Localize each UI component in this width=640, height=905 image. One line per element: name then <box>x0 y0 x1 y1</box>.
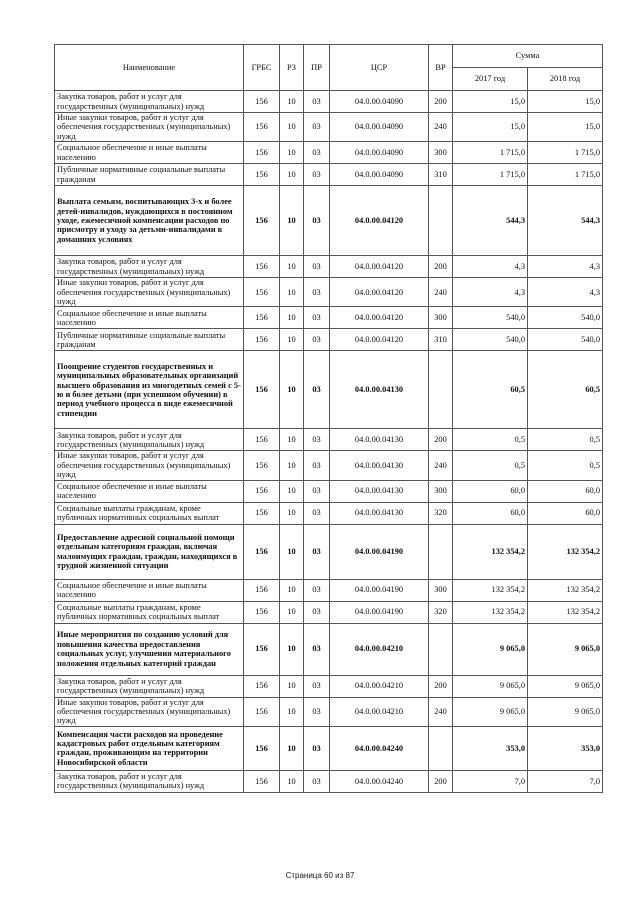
table-body <box>55 91 603 793</box>
cell-vr <box>429 726 453 770</box>
cell-rz: 10 <box>280 579 304 601</box>
cell-grbs: 156 <box>244 623 280 675</box>
cell-name: Закупка товаров, работ и услуг для государственных (муниципальных) нужд <box>55 429 244 451</box>
cell-grbs: 156 <box>244 429 280 451</box>
cell-sum-2017: 60,0 <box>453 480 528 502</box>
table-row <box>55 675 603 697</box>
cell-sum-2017: 0,5 <box>453 451 528 480</box>
cell-rz: 10 <box>280 770 304 792</box>
cell-rz: 10 <box>280 451 304 480</box>
table-row <box>55 113 603 142</box>
cell-vr: 300 <box>429 480 453 502</box>
cell-csr: 04.0.00.04090 <box>330 113 429 142</box>
cell-rz: 10 <box>280 186 304 256</box>
cell-sum-2017: 353,0 <box>453 726 528 770</box>
cell-sum-2018: 540,0 <box>528 307 603 329</box>
cell-csr: 04.0.00.04190 <box>330 524 429 579</box>
cell-csr: 04.0.00.04130 <box>330 351 429 429</box>
table-row <box>55 480 603 502</box>
cell-pr: 03 <box>304 278 330 307</box>
cell-grbs: 156 <box>244 480 280 502</box>
table-row <box>55 329 603 351</box>
cell-pr: 03 <box>304 113 330 142</box>
cell-sum-2017: 1 715,0 <box>453 142 528 164</box>
header-rz: РЗ <box>280 45 304 91</box>
cell-pr: 03 <box>304 351 330 429</box>
cell-vr: 200 <box>429 256 453 278</box>
cell-sum-2017: 15,0 <box>453 91 528 113</box>
cell-csr: 04.0.00.04130 <box>330 480 429 502</box>
cell-name: Закупка товаров, работ и услуг для государственных (муниципальных) нужд <box>55 256 244 278</box>
cell-vr: 200 <box>429 91 453 113</box>
cell-rz: 10 <box>280 601 304 623</box>
cell-sum-2018: 9 065,0 <box>528 623 603 675</box>
cell-grbs: 156 <box>244 697 280 726</box>
table-row-section <box>55 351 603 429</box>
cell-name: Закупка товаров, работ и услуг для государственных (муниципальных) нужд <box>55 91 244 113</box>
table-row <box>55 307 603 329</box>
cell-name: Предоставление адресной социальной помощи отдельным категориям граждан, включая малоимущих граждан, граждан, находящихся в трудной жизненной ситуации <box>55 524 244 579</box>
cell-pr: 03 <box>304 451 330 480</box>
cell-rz: 10 <box>280 675 304 697</box>
table-row-section <box>55 726 603 770</box>
cell-vr: 240 <box>429 278 453 307</box>
cell-pr: 03 <box>304 601 330 623</box>
cell-rz: 10 <box>280 307 304 329</box>
cell-vr: 320 <box>429 502 453 524</box>
cell-csr: 04.0.00.04120 <box>330 186 429 256</box>
cell-rz: 10 <box>280 142 304 164</box>
cell-name: Социальные выплаты гражданам, кроме публичных нормативных социальных выплат <box>55 502 244 524</box>
cell-pr: 03 <box>304 726 330 770</box>
cell-sum-2017: 9 065,0 <box>453 675 528 697</box>
cell-name: Иные закупки товаров, работ и услуг для обеспечения государственных (муниципальных) нужд <box>55 113 244 142</box>
cell-rz: 10 <box>280 524 304 579</box>
cell-grbs: 156 <box>244 329 280 351</box>
header-grbs: ГРБС <box>244 45 280 91</box>
cell-vr <box>429 623 453 675</box>
cell-vr <box>429 524 453 579</box>
cell-rz: 10 <box>280 726 304 770</box>
cell-vr: 300 <box>429 142 453 164</box>
cell-pr: 03 <box>304 307 330 329</box>
table-row <box>55 502 603 524</box>
budget-table <box>54 44 603 793</box>
cell-csr: 04.0.00.04120 <box>330 278 429 307</box>
cell-grbs: 156 <box>244 278 280 307</box>
cell-sum-2017: 9 065,0 <box>453 623 528 675</box>
cell-rz: 10 <box>280 351 304 429</box>
cell-pr: 03 <box>304 186 330 256</box>
cell-vr <box>429 351 453 429</box>
cell-csr: 04.0.00.04210 <box>330 675 429 697</box>
cell-pr: 03 <box>304 579 330 601</box>
cell-rz: 10 <box>280 502 304 524</box>
cell-sum-2018: 9 065,0 <box>528 697 603 726</box>
cell-rz: 10 <box>280 278 304 307</box>
cell-sum-2018: 1 715,0 <box>528 164 603 186</box>
cell-grbs: 156 <box>244 164 280 186</box>
cell-pr: 03 <box>304 770 330 792</box>
cell-sum-2018: 60,0 <box>528 480 603 502</box>
cell-name: Публичные нормативные социальные выплаты гражданам <box>55 164 244 186</box>
cell-sum-2017: 9 065,0 <box>453 697 528 726</box>
header-vr: ВР <box>429 45 453 91</box>
cell-pr: 03 <box>304 91 330 113</box>
cell-sum-2017: 132 354,2 <box>453 601 528 623</box>
cell-sum-2017: 7,0 <box>453 770 528 792</box>
cell-csr: 04.0.00.04210 <box>330 623 429 675</box>
table-row-section <box>55 623 603 675</box>
cell-sum-2017: 132 354,2 <box>453 524 528 579</box>
cell-vr: 200 <box>429 429 453 451</box>
cell-sum-2018: 540,0 <box>528 329 603 351</box>
cell-grbs: 156 <box>244 601 280 623</box>
cell-sum-2018: 132 354,2 <box>528 579 603 601</box>
cell-name: Компенсация части расходов на проведение кадастровых работ отдельным категориям граждан, проживающим на территории Новосибирской области <box>55 726 244 770</box>
cell-sum-2017: 1 715,0 <box>453 164 528 186</box>
cell-rz: 10 <box>280 113 304 142</box>
cell-sum-2018: 4,3 <box>528 256 603 278</box>
cell-vr: 200 <box>429 770 453 792</box>
cell-vr <box>429 186 453 256</box>
cell-pr: 03 <box>304 623 330 675</box>
cell-vr: 320 <box>429 601 453 623</box>
cell-name: Иные закупки товаров, работ и услуг для обеспечения государственных (муниципальных) нужд <box>55 278 244 307</box>
table-row <box>55 697 603 726</box>
cell-pr: 03 <box>304 164 330 186</box>
table-header <box>55 45 603 91</box>
cell-rz: 10 <box>280 697 304 726</box>
cell-csr: 04.0.00.04120 <box>330 307 429 329</box>
cell-sum-2017: 544,3 <box>453 186 528 256</box>
cell-rz: 10 <box>280 429 304 451</box>
cell-name: Иные закупки товаров, работ и услуг для обеспечения государственных (муниципальных) нужд <box>55 451 244 480</box>
cell-name: Социальное обеспечение и иные выплаты населению <box>55 480 244 502</box>
cell-grbs: 156 <box>244 113 280 142</box>
cell-grbs: 156 <box>244 502 280 524</box>
cell-sum-2017: 4,3 <box>453 256 528 278</box>
table-row <box>55 770 603 792</box>
cell-grbs: 156 <box>244 351 280 429</box>
table-row <box>55 429 603 451</box>
cell-csr: 04.0.00.04130 <box>330 502 429 524</box>
cell-sum-2018: 4,3 <box>528 278 603 307</box>
header-sum: Сумма <box>453 45 603 68</box>
cell-sum-2017: 60,0 <box>453 502 528 524</box>
cell-vr: 200 <box>429 675 453 697</box>
cell-sum-2018: 15,0 <box>528 91 603 113</box>
table-row <box>55 142 603 164</box>
table-row <box>55 91 603 113</box>
cell-grbs: 156 <box>244 675 280 697</box>
cell-rz: 10 <box>280 91 304 113</box>
cell-sum-2018: 132 354,2 <box>528 601 603 623</box>
cell-sum-2018: 9 065,0 <box>528 675 603 697</box>
cell-name: Закупка товаров, работ и услуг для государственных (муниципальных) нужд <box>55 770 244 792</box>
cell-sum-2018: 132 354,2 <box>528 524 603 579</box>
cell-name: Публичные нормативные социальные выплаты гражданам <box>55 329 244 351</box>
cell-grbs: 156 <box>244 579 280 601</box>
table-row <box>55 164 603 186</box>
cell-name: Социальное обеспечение и иные выплаты населению <box>55 142 244 164</box>
cell-vr: 300 <box>429 579 453 601</box>
header-pr: ПР <box>304 45 330 91</box>
cell-vr: 240 <box>429 451 453 480</box>
cell-grbs: 156 <box>244 91 280 113</box>
cell-csr: 04.0.00.04090 <box>330 142 429 164</box>
cell-csr: 04.0.00.04190 <box>330 579 429 601</box>
budget-sheet <box>54 44 602 793</box>
cell-csr: 04.0.00.04240 <box>330 726 429 770</box>
cell-csr: 04.0.00.04120 <box>330 256 429 278</box>
cell-grbs: 156 <box>244 142 280 164</box>
cell-sum-2017: 540,0 <box>453 329 528 351</box>
cell-pr: 03 <box>304 480 330 502</box>
cell-grbs: 156 <box>244 307 280 329</box>
cell-csr: 04.0.00.04090 <box>330 164 429 186</box>
cell-grbs: 156 <box>244 726 280 770</box>
cell-sum-2018: 0,5 <box>528 429 603 451</box>
cell-csr: 04.0.00.04190 <box>330 601 429 623</box>
cell-pr: 03 <box>304 697 330 726</box>
cell-name: Иные закупки товаров, работ и услуг для обеспечения государственных (муниципальных) нужд <box>55 697 244 726</box>
cell-vr: 240 <box>429 113 453 142</box>
cell-grbs: 156 <box>244 186 280 256</box>
cell-pr: 03 <box>304 502 330 524</box>
table-row <box>55 451 603 480</box>
table-row <box>55 278 603 307</box>
table-row <box>55 256 603 278</box>
cell-grbs: 156 <box>244 524 280 579</box>
cell-vr: 300 <box>429 307 453 329</box>
cell-csr: 04.0.00.04090 <box>330 91 429 113</box>
cell-sum-2017: 60,5 <box>453 351 528 429</box>
cell-rz: 10 <box>280 623 304 675</box>
cell-sum-2017: 540,0 <box>453 307 528 329</box>
cell-name: Выплата семьям, воспитывающих 3-х и более детей-инвалидов, нуждающихся в постоянном уходе, ежемесячной компенсации расходов по присмотру и уходу за детьми-инвалидами в домашних условиях <box>55 186 244 256</box>
header-name: Наименование <box>55 45 244 91</box>
cell-name: Закупка товаров, работ и услуг для государственных (муниципальных) нужд <box>55 675 244 697</box>
cell-name: Социальное обеспечение и иные выплаты населению <box>55 307 244 329</box>
cell-sum-2017: 0,5 <box>453 429 528 451</box>
cell-sum-2017: 15,0 <box>453 113 528 142</box>
cell-sum-2017: 132 354,2 <box>453 579 528 601</box>
table-row-section <box>55 186 603 256</box>
cell-sum-2018: 0,5 <box>528 451 603 480</box>
cell-vr: 310 <box>429 329 453 351</box>
cell-name: Социальное обеспечение и иные выплаты населению <box>55 579 244 601</box>
cell-pr: 03 <box>304 524 330 579</box>
cell-sum-2018: 544,3 <box>528 186 603 256</box>
cell-csr: 04.0.00.04240 <box>330 770 429 792</box>
cell-grbs: 156 <box>244 256 280 278</box>
header-csr: ЦСР <box>330 45 429 91</box>
cell-pr: 03 <box>304 329 330 351</box>
cell-name: Социальные выплаты гражданам, кроме публичных нормативных социальных выплат <box>55 601 244 623</box>
cell-rz: 10 <box>280 480 304 502</box>
cell-sum-2018: 1 715,0 <box>528 142 603 164</box>
header-year-2017: 2017 год <box>453 68 528 91</box>
cell-sum-2018: 353,0 <box>528 726 603 770</box>
cell-grbs: 156 <box>244 451 280 480</box>
cell-csr: 04.0.00.04120 <box>330 329 429 351</box>
cell-pr: 03 <box>304 142 330 164</box>
cell-pr: 03 <box>304 675 330 697</box>
cell-sum-2017: 4,3 <box>453 278 528 307</box>
table-row-section <box>55 524 603 579</box>
cell-csr: 04.0.00.04130 <box>330 451 429 480</box>
page-number: Страница 60 из 87 <box>285 871 355 880</box>
cell-sum-2018: 15,0 <box>528 113 603 142</box>
cell-sum-2018: 7,0 <box>528 770 603 792</box>
cell-rz: 10 <box>280 256 304 278</box>
cell-rz: 10 <box>280 164 304 186</box>
cell-grbs: 156 <box>244 770 280 792</box>
header-year-2018: 2018 год <box>528 68 603 91</box>
cell-sum-2018: 60,0 <box>528 502 603 524</box>
cell-vr: 240 <box>429 697 453 726</box>
cell-name: Иные мероприятия по созданию условий для повышения качества предоставления социальных услуг, улучшения материального положения отдельных категорий граждан <box>55 623 244 675</box>
cell-vr: 310 <box>429 164 453 186</box>
cell-csr: 04.0.00.04130 <box>330 429 429 451</box>
cell-name: Поощрение студентов государственных и муниципальных образовательных организаций высшего образования из многодетных семей с 5-ю и более детьми (при успешном обучении) в период учебного процесса в виде ежемесячной стипендии <box>55 351 244 429</box>
table-row <box>55 579 603 601</box>
cell-sum-2018: 60,5 <box>528 351 603 429</box>
cell-pr: 03 <box>304 256 330 278</box>
table-row <box>55 601 603 623</box>
cell-csr: 04.0.00.04210 <box>330 697 429 726</box>
cell-pr: 03 <box>304 429 330 451</box>
cell-rz: 10 <box>280 329 304 351</box>
